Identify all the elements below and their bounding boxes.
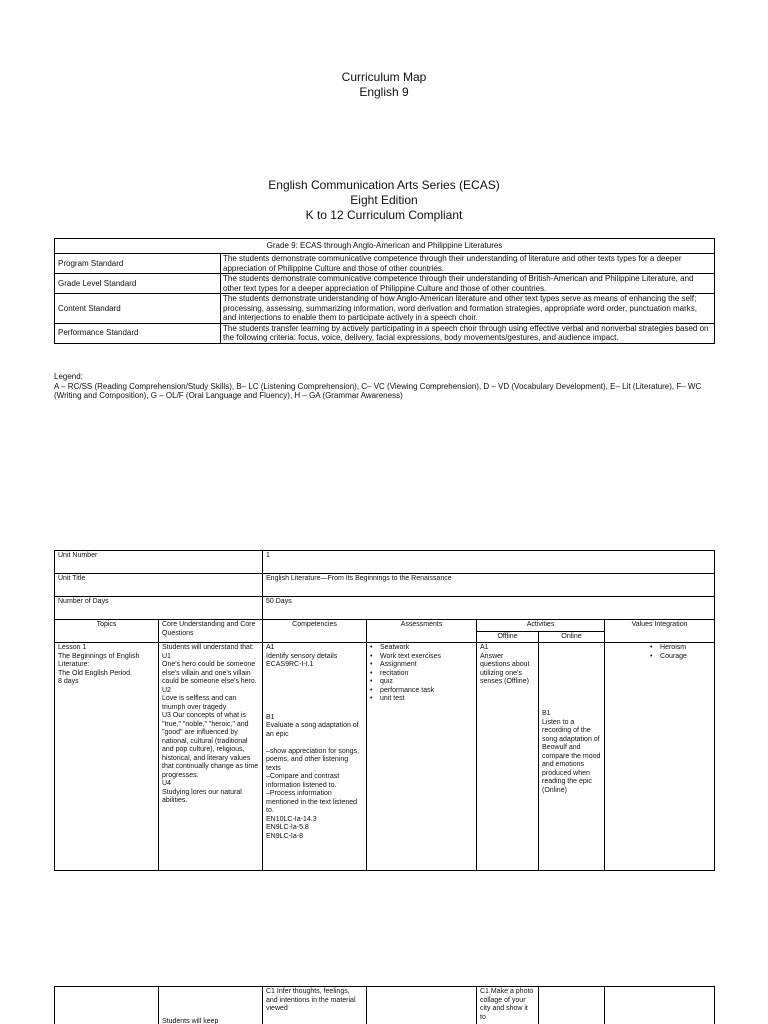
days-value: 50 Days — [263, 597, 715, 620]
unit-number-value: 1 — [263, 551, 715, 574]
col-header-values: Values Integration — [605, 620, 715, 643]
standard-text: The students demonstrate communicative competence through their understanding of British-American and Philippine Literature, and other text types for a deeper appreciation of Philippine Culture and those of other countries. — [221, 274, 715, 294]
next-competencies-cell: C1 Infer thoughts, feelings, and intentions in the material viewed — [263, 987, 367, 1024]
list-item: • Assignment — [370, 661, 473, 670]
standard-row — [55, 254, 715, 274]
next-values-cell — [605, 987, 715, 1024]
assessments-cell — [367, 643, 477, 871]
compliance: K to 12 Curriculum Compliant — [305, 208, 463, 222]
standard-label: Grade Level Standard — [55, 274, 221, 294]
standard-text: The students demonstrate understanding of how Anglo-American literature and other text types serve as means of enhancing the self; processing, assessing, summarizing information, word derivation and formation strategies, appropriate word order, punctuation marks, and interjections to enable them to participate actively in a speech choir. — [221, 294, 715, 324]
standard-label: Program Standard — [55, 254, 221, 274]
next-core-text: Students will keep — [162, 1018, 219, 1024]
standard-label: Performance Standard — [55, 323, 221, 343]
series-block — [0, 178, 768, 223]
offline-activity-cell: A1 Answer questions about utilizing one's senses (Offline) — [477, 643, 539, 871]
standards-heading: Grade 9: ECAS through Anglo-American and Philippine Literatures — [55, 239, 715, 254]
competency-b: B1 Evaluate a song adaptation of an epic –show appreciation for songs, poems, and other listening texts –Compare and contrast information listened to. –Process information mentioned in the text listened to. EN10LC-Ia-14.3 EN9LC-Ia-5.8 EN9LC-Ia-8 — [266, 713, 360, 840]
standard-label: Content Standard — [55, 294, 221, 324]
col-header-competencies: Competencies — [263, 620, 367, 643]
standard-row — [55, 274, 715, 294]
next-online-cell — [539, 987, 605, 1024]
topics-cell: Lesson 1 The Beginnings of English Literature: The Old English Period 8 days — [55, 643, 159, 871]
next-unit-table — [54, 986, 715, 1024]
list-item: • Seatwork — [370, 644, 473, 653]
list-item: • unit test — [370, 695, 473, 704]
list-item: • quiz — [370, 678, 473, 687]
document-title — [0, 70, 768, 100]
standard-row — [55, 294, 715, 324]
days-label: Number of Days — [55, 597, 263, 620]
values-list — [650, 644, 711, 661]
col-header-activities: Activities — [477, 620, 605, 632]
standard-text: The students transfer learning by actively participating in a speech choir through using effective verbal and nonverbal strategies based on the following criteria: focus, voice, delivery, facial expressions, body movements/gestures, and audience impact. — [221, 323, 715, 343]
col-header-topics: Topics — [55, 620, 159, 643]
competency-a: A1 Identify sensory details ECAS9RC-I-I.1 — [266, 644, 338, 668]
col-header-offline: Offline — [477, 631, 539, 643]
values-cell — [605, 643, 715, 871]
competencies-cell — [263, 643, 367, 871]
list-item: • performance task — [370, 687, 473, 696]
next-core-cell — [159, 987, 263, 1024]
unit-number-label: Unit Number — [55, 551, 263, 574]
list-item: • recitation — [370, 670, 473, 679]
standards-table — [54, 238, 715, 344]
unit-title-value: English Literature—From Its Beginnings to the Renaissance — [263, 574, 715, 597]
col-header-online: Online — [539, 631, 605, 643]
next-offline-cell: C1 Make a photo collage of your city and show it to — [477, 987, 539, 1024]
legend — [54, 372, 714, 401]
online-activity-cell — [539, 643, 605, 871]
online-activity: B1 Listen to a recording of the song adaptation of Beowulf and compare the mood and emotions produced when reading the epic (Online) — [542, 710, 601, 794]
col-header-core: Core Understanding and Core Questions — [159, 620, 263, 643]
unit-table — [54, 550, 715, 871]
series-name: English Communication Arts Series (ECAS) — [268, 178, 500, 192]
assessments-list — [370, 644, 473, 704]
standard-row — [55, 323, 715, 343]
edition: Eight Edition — [350, 193, 418, 207]
subtitle-line: English 9 — [359, 85, 409, 99]
col-header-assessments: Assessments — [367, 620, 477, 643]
list-item: • Courage — [650, 653, 711, 662]
legend-title: Legend: — [54, 372, 83, 381]
legend-text: A – RC/SS (Reading Comprehension/Study Skills), B– LC (Listening Comprehension), C– VC (Viewing Comprehension), D – VD (Vocabulary Development), E– Lit (Literature), F– WC (Writing and Composition), G – OL/F (Oral Language and Fluency), H – GA (Grammar Awareness) — [54, 381, 702, 400]
unit-title-label: Unit Title — [55, 574, 263, 597]
standard-text: The students demonstrate communicative competence through their understanding of literature and other texts types for a deeper appreciation of Philippine Culture and those of other countries. — [221, 254, 715, 274]
core-cell: Students will understand that: U1 One's hero could be someone else's villain and one's villain could be someone else's hero. U2 Love is selfless and can triumph over tragedy U3 Our concepts of what is "true," "noble," "heroic," and "good" are influenced by national, cultural (traditional and pop culture), religious, historical, and literary values that continually change as time progresses. U4 Studying lores our natural abilities. — [159, 643, 263, 871]
next-assessments-cell — [367, 987, 477, 1024]
next-topics-cell — [55, 987, 159, 1024]
list-item: • Work text exercises — [370, 653, 473, 662]
list-item: • Heroism — [650, 644, 711, 653]
title-line: Curriculum Map — [341, 70, 427, 84]
